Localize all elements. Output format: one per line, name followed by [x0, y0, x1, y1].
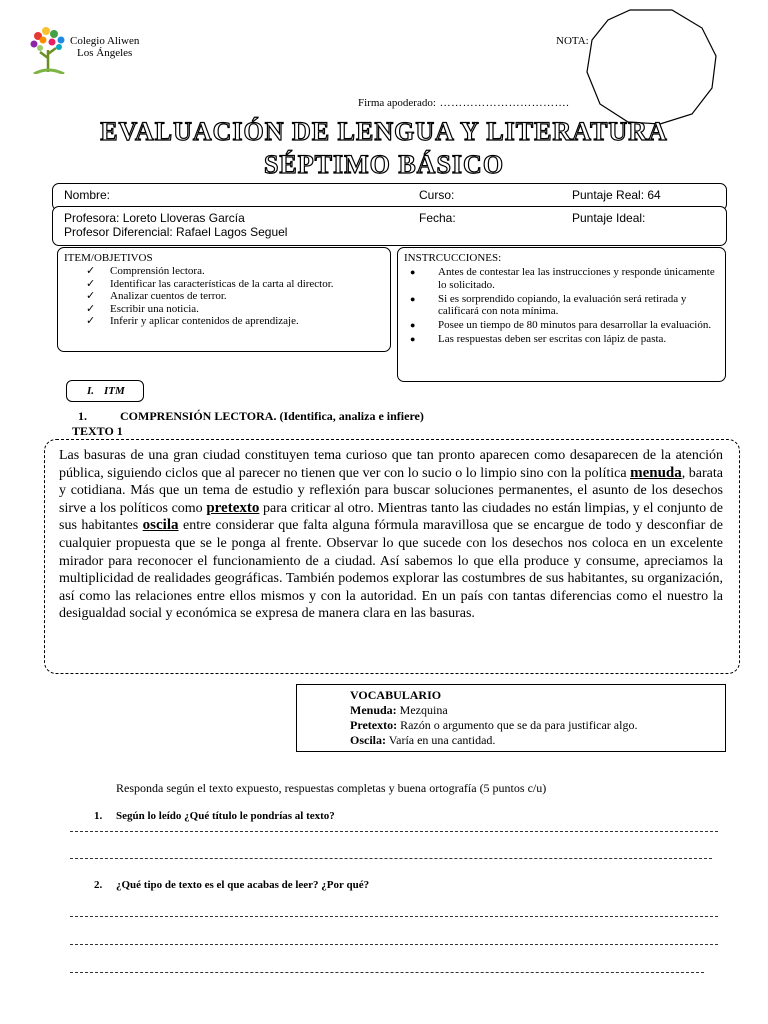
list-item: ✓ Comprensión lectora.: [86, 265, 205, 277]
vocabulary-box: [296, 684, 726, 752]
objectives-list: [86, 265, 382, 328]
list-item: ✓ Inferir y aplicar contenidos de aprendizaje.: [86, 315, 299, 327]
guardian-signature-field: [358, 97, 569, 109]
question-text: ¿Qué tipo de texto es el que acabas de leer? ¿Por qué?: [116, 879, 370, 891]
answer-line[interactable]: [70, 831, 718, 832]
vocab-word-pretexto: pretexto: [206, 499, 260, 516]
school-name-line2: Los Ángeles: [77, 47, 133, 59]
instructions-box: [397, 247, 726, 382]
list-item: ● Las respuestas deben ser escritas con lápiz de pasta.: [410, 333, 667, 345]
list-item: ● Antes de contestar lea las instrucciones y responde únicamente lo solicitado.: [410, 266, 715, 291]
section-title: ITM: [104, 385, 125, 397]
checkmark-icon: ✓: [86, 302, 96, 315]
exam-subtitle: SÉPTIMO BÁSICO: [263, 150, 505, 179]
reading-passage: Las basuras de una gran ciudad constituyen tema curioso que tan pronto aparecen como desaparecen de la atención pública, siguiendo ciclos que al parecer no tienen que ver con lo sucio o lo limpio sino con la política menuda, barata y cotidiana. Más que un tema de estudio y reflexión para buscar soluciones permanentes, el asunto de los desechos sirve a los políticos como pretexto para criticar al otro. Mientras tanto las ciudades no están limpias, y el conjunto de sus habitantes oscila entre considerar que falta alguna fórmula maravillosa que se encargue de todo y desconfiar de cualquier propuesta que se le ponga al frente. Observar lo que sucede con los desechos nos coloca en un excelente mirador para reconocer el funcionamiento de a ciudad. Así sabemos lo que ella produce y consume, apreciamos la multiplicidad de realidades geográficas. También podemos explorar las costumbres de sus habitantes, su organización, así como las relaciones entre ellos mismos y con la autoridad. En un país con tantas diferencias como el nuestro la desigualdad social y económica se expresa de manera clara en las basuras.: [59, 448, 724, 622]
question-number: 1.: [94, 810, 103, 822]
bullet-icon: ●: [410, 293, 416, 304]
list-item: ✓ Escribir una noticia.: [86, 302, 199, 315]
bullet-icon: ●: [410, 267, 416, 277]
vocabulary-entry: Pretexto: Razón o argumento que se da para justificar algo.: [350, 718, 638, 732]
question-number: 2.: [94, 879, 103, 891]
text-label: TEXTO 1: [72, 424, 123, 438]
reading-passage-box: [44, 439, 740, 674]
name-field: Nombre:: [64, 188, 111, 202]
teacher-info-box: [52, 206, 727, 246]
grade-label: NOTA:: [556, 35, 589, 47]
answer-line[interactable]: [70, 944, 718, 945]
item-number: 1.: [78, 409, 87, 423]
vocabulary-entry: Menuda: Mezquina: [350, 703, 448, 717]
instructions-list: [404, 266, 718, 347]
date-field: Fecha:: [419, 211, 456, 225]
real-score-field: Puntaje Real: 64: [572, 188, 661, 202]
list-item: ● Posee un tiempo de 80 minutos para desarrollar la evaluación.: [410, 319, 712, 331]
grade-box-decagon: [584, 8, 718, 126]
checkmark-icon: ✓: [86, 265, 96, 277]
list-item: ● Si es sorprendido copiando, la evaluación será retirada y calificará con nota mínima.: [410, 292, 687, 317]
signature-line: : …………………………….: [432, 97, 570, 109]
school-name-line1: Colegio Aliwen: [70, 35, 140, 47]
answer-instructions: Responda según el texto expuesto, respuestas completas y buena ortografía (5 puntos c/u): [116, 781, 547, 795]
section-label-box: [66, 380, 144, 402]
question-text: Según lo leído ¿Qué título le pondrías al texto?: [116, 810, 335, 822]
ideal-score-field: Puntaje Ideal:: [572, 211, 646, 225]
vocabulary-entry: Oscila: Varía en una cantidad.: [350, 733, 496, 747]
checkmark-icon: ✓: [86, 277, 96, 290]
guardian-signature-label: Firma apoderado: [358, 97, 433, 109]
exam-title: EVALUACIÓN DE LENGUA Y LITERATURA: [100, 117, 668, 146]
school-name: [70, 35, 139, 59]
item-title: COMPRENSIÓN LECTORA. (Identifica, analiza e infiere): [120, 409, 424, 423]
answer-line[interactable]: [70, 916, 718, 917]
instructions-heading: INSTRCUCCIONES:: [404, 252, 502, 264]
objectives-box: [57, 247, 391, 352]
teacher-name: Profesora: Loreto Lloveras García: [64, 211, 245, 225]
school-logo-tree-icon: [26, 24, 70, 74]
bullet-icon: ●: [410, 334, 416, 344]
course-field: Curso:: [419, 188, 455, 202]
differential-teacher-name: Profesor Diferencial: Rafael Lagos Seguel: [64, 225, 288, 239]
bullet-icon: ●: [410, 320, 416, 330]
list-item: ✓ Analizar cuentos de terror.: [86, 290, 227, 302]
checkmark-icon: ✓: [86, 290, 96, 302]
checkmark-icon: ✓: [86, 315, 96, 327]
item-heading: [78, 409, 424, 424]
vocabulary-heading: VOCABULARIO: [350, 688, 442, 702]
answer-line[interactable]: [70, 972, 704, 973]
vocab-word-oscila: oscila: [142, 517, 179, 534]
objectives-heading: ITEM/OBJETIVOS: [64, 252, 153, 264]
section-number: I.: [87, 385, 95, 397]
vocab-word-menuda: menuda: [630, 464, 682, 481]
answer-line[interactable]: [70, 858, 712, 859]
list-item: ✓ Identificar las características de la carta al director.: [86, 277, 334, 290]
